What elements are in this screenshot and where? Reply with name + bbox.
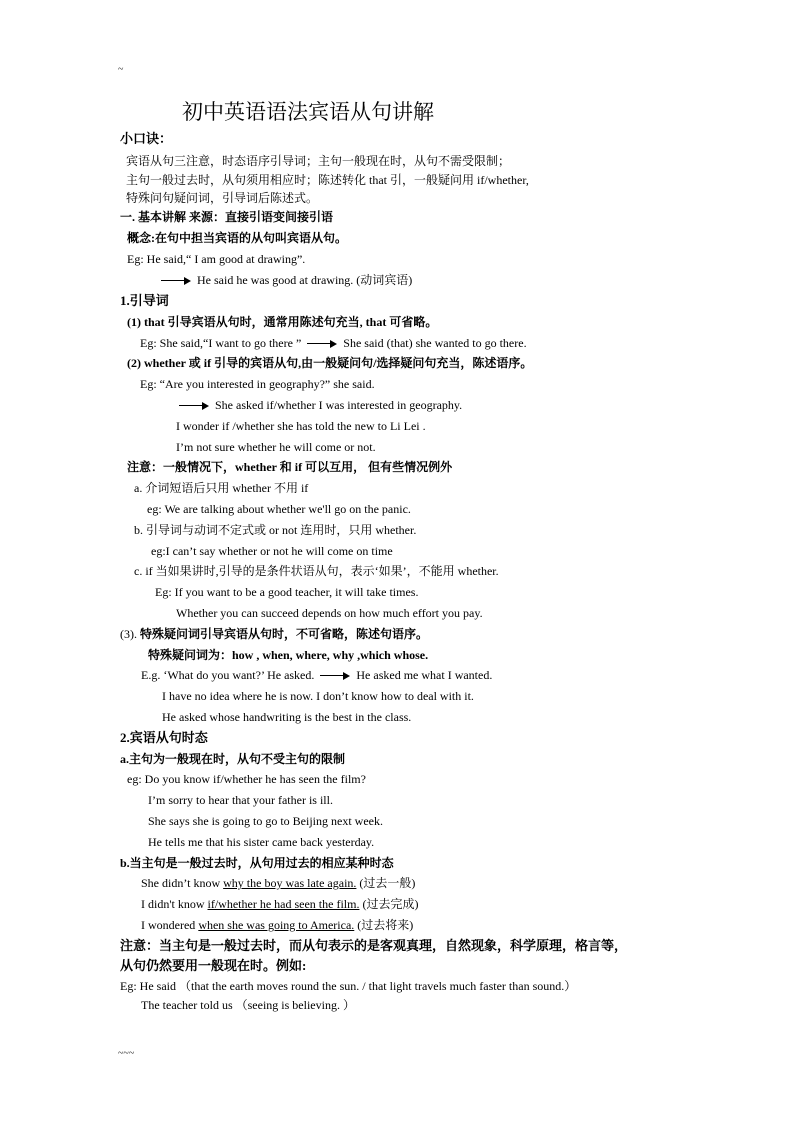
- page-title: 初中英语语法宾语从句讲解: [182, 100, 434, 124]
- point1-heading: (1) that 引导宾语从句时，通常用陈述句充当, that 可省略。: [127, 315, 438, 329]
- tense-b-example-2-pre: I didn't know: [141, 897, 208, 911]
- tense-b-example-1-clause: why the boy was late again.: [223, 876, 357, 890]
- tense-a-example-2: I’m sorry to hear that your father is ill.: [148, 793, 333, 807]
- note-c-example-1: Eg: If you want to be a good teacher, it will take times.: [155, 585, 419, 599]
- tense-a-example: eg: Do you know if/whether he has seen the film?: [127, 772, 366, 786]
- point3-example-3: He asked whose handwriting is the best in the class.: [162, 710, 412, 724]
- arrow-icon: [161, 277, 191, 285]
- mnemonic-line-3: 特殊问句疑问词，引导词后陈述式。: [126, 191, 319, 205]
- point3-line: [120, 626, 428, 642]
- point3-example-text: E.g. ‘What do you want?’ He asked.: [141, 668, 315, 682]
- tense-note-example-2: The teacher told us （seeing is believing. ）: [141, 998, 355, 1012]
- point1-example: [140, 335, 527, 351]
- tense-b-example-3-pre: I wondered: [141, 918, 199, 932]
- tense-a-example-4: He tells me that his sister came back yesterday.: [148, 835, 375, 849]
- tense-b-example-1: [141, 875, 415, 891]
- note-c: c. if 当如果讲时,引导的是条件状语从句，表示‘如果’，不能用 whether.: [134, 564, 499, 578]
- example-line: Eg: He said,“ I am good at drawing”.: [127, 252, 306, 266]
- point3-example-result: He asked me what I wanted.: [356, 668, 493, 682]
- point1-example-text: Eg: She said,“I want to go there ”: [140, 336, 302, 350]
- concept-line: 概念:在句中担当宾语的从句叫宾语从句。: [127, 231, 347, 245]
- example-result-text: He said he was good at drawing. (动词宾语): [197, 273, 413, 287]
- point2-example-result: She asked if/whether I was interested in geography.: [215, 398, 463, 412]
- point3-heading: 特殊疑问词引导宾语从句时，不可省略，陈述句语序。: [140, 627, 429, 641]
- tense-note-example-1: Eg: He said （that the earth moves round the sun. / that light travels much faster than sound.）: [120, 979, 577, 993]
- point3-example: [141, 667, 492, 683]
- point1-example-result: She said (that) she wanted to go there.: [343, 336, 527, 350]
- tense-b-example-3-clause: when she was going to America.: [198, 918, 355, 932]
- point3-example-2: I have no idea where he is now. I don’t know how to deal with it.: [162, 689, 474, 703]
- arrow-icon: [320, 672, 350, 680]
- arrow-icon: [307, 340, 337, 348]
- point2-example: Eg: “Are you interested in geography?” she said.: [140, 377, 375, 391]
- note-b: b. 引导词与动词不定式或 or not 连用时，只用 whether.: [134, 523, 417, 537]
- tense-b-heading: b.当主句是一般过去时，从句用过去的相应某种时态: [120, 856, 394, 870]
- intro-words-heading: 1.引导词: [120, 293, 169, 308]
- tense-note-line-2: 从句仍然要用一般现在时。例如:: [120, 958, 307, 973]
- tense-b-example-1-pre: She didn’t know: [141, 876, 224, 890]
- note-b-example: eg:I can’t say whether or not he will come on time: [151, 544, 393, 558]
- note-a: a. 介词短语后只用 whether 不用 if: [134, 481, 309, 495]
- mnemonic-line-2: 主句一般过去时，从句须用相应时；陈述转化 that 引，一般疑问用 if/whether,: [126, 173, 529, 187]
- note-a-example: eg: We are talking about whether we'll go on the panic.: [147, 502, 411, 516]
- tense-b-example-2-note: (过去完成): [359, 897, 419, 911]
- note-heading: 注意：一般情况下，whether 和 if 可以互用， 但有些情况例外: [127, 460, 453, 474]
- tense-b-example-3: [141, 917, 413, 933]
- header-mark: ~: [118, 64, 124, 75]
- point3-number: (3).: [120, 627, 137, 641]
- tense-heading: 2.宾语从句时态: [120, 730, 208, 745]
- tense-b-example-1-note: (过去一般): [356, 876, 416, 890]
- point2-example-3: I’m not sure whether he will come or not.: [176, 440, 376, 454]
- note-c-example-2: Whether you can succeed depends on how much effort you pay.: [176, 606, 483, 620]
- section1-heading: 一. 基本讲解 来源：直接引语变间接引语: [120, 210, 334, 224]
- point3-words: 特殊疑问词为：how , when, where, why ,which whose.: [148, 648, 429, 662]
- footer-mark: ~~~: [118, 1048, 135, 1059]
- tense-a-example-3: She says she is going to go to Beijing next week.: [148, 814, 383, 828]
- tense-a-heading: a.主句为一般现在时，从句不受主句的限制: [120, 752, 346, 766]
- mnemonic-line-1: 宾语从句三注意，时态语序引导词；主句一般现在时，从句不需受限制；: [126, 154, 511, 168]
- point2-example-2: I wonder if /whether she has told the new to Li Lei .: [176, 419, 426, 433]
- arrow-icon: [179, 402, 209, 410]
- point2-heading: (2) whether 或 if 引导的宾语从句,由一般疑问句/选择疑问句充当，陈述语序。: [127, 356, 533, 370]
- tense-note-line-1: 注意：当主句是一般过去时，而从句表示的是客观真理，自然现象，科学原理，格言等，: [120, 938, 628, 953]
- mnemonic-heading: 小口诀：: [120, 131, 173, 146]
- point2-example-result-line: [176, 397, 462, 413]
- example-result-line: [158, 272, 412, 288]
- tense-b-example-3-note: (过去将来): [354, 918, 414, 932]
- tense-b-example-2-clause: if/whether he had seen the film.: [207, 897, 360, 911]
- tense-b-example-2: [141, 896, 418, 912]
